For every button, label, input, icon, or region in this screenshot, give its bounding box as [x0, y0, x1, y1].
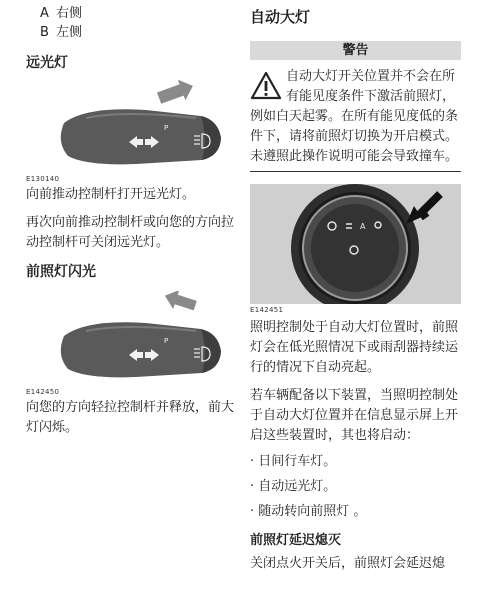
- high-beam-text-2: 再次向前推动控制杆或向您的方向拉动控制杆可关闭远光灯。: [26, 215, 235, 250]
- warning-triangle-icon: [250, 71, 284, 105]
- auto-paragraph-1: 照明控制处于自动大灯位置时，前照灯会在低光照情况下或雨刮器持续运行的情况下自动亮起。: [250, 320, 459, 375]
- high-beam-heading: 远光灯: [26, 55, 68, 71]
- auto-paragraph-2: 若车辆配备以下装置，当照明控制处于自动大灯位置并在信息显示屏上开启这些装置时，其也将启动：: [250, 388, 459, 443]
- svg-text:P: P: [164, 124, 169, 132]
- high-beam-text-1: 向前推动控制杆打开远光灯。: [26, 187, 196, 202]
- push-arrow-icon: [155, 78, 196, 108]
- item-text: 右侧: [56, 6, 83, 21]
- high-beam-stalk-figure: [26, 78, 242, 173]
- divider: [250, 171, 461, 172]
- light-switch-figure: [250, 184, 461, 304]
- warning-text: 自动大灯开关位置并不会在所有能见度条件下激活前照灯，例如白天起雾。在所有能见度低的条件下，请将前照灯切换为开启模式。未遵照此操作说明可能会导致撞车。: [250, 69, 459, 164]
- figure-ref: E130140: [26, 175, 60, 183]
- list-item: · 自动远光灯。: [250, 479, 337, 494]
- list-item-b: [26, 23, 242, 42]
- item-key: A: [40, 6, 49, 21]
- delay-text: 关闭点火开关后，前照灯会延迟熄: [250, 556, 446, 571]
- svg-text:P: P: [164, 337, 169, 345]
- flash-stalk-figure: [26, 291, 242, 386]
- figure-ref: E142451: [250, 306, 284, 314]
- flash-heading: 前照灯闪光: [26, 264, 96, 280]
- figure-ref: E142450: [26, 388, 60, 396]
- left-column: [26, 0, 242, 438]
- warning-box: [250, 67, 461, 167]
- list-item: · 日间行车灯。: [250, 454, 337, 469]
- stalk-pull-illustration: [26, 291, 242, 386]
- flash-text: 向您的方向轻拉控制杆并释放，前大灯闪烁。: [26, 400, 235, 435]
- pull-arrow-icon: [162, 291, 199, 315]
- item-key: B: [40, 25, 49, 40]
- warning-label: 警告: [250, 41, 461, 60]
- item-text: 左侧: [56, 25, 83, 40]
- section-title: 自动大灯: [250, 8, 311, 26]
- list-item: · 随动转向前照灯 。: [250, 504, 367, 519]
- list-item-a: [26, 4, 242, 23]
- svg-text:A: A: [360, 222, 366, 231]
- headlamp-switch-illustration: [250, 184, 461, 304]
- delay-heading: 前照灯延迟熄灭: [250, 533, 342, 548]
- right-column: [250, 0, 461, 574]
- stalk-push-illustration: [26, 78, 242, 173]
